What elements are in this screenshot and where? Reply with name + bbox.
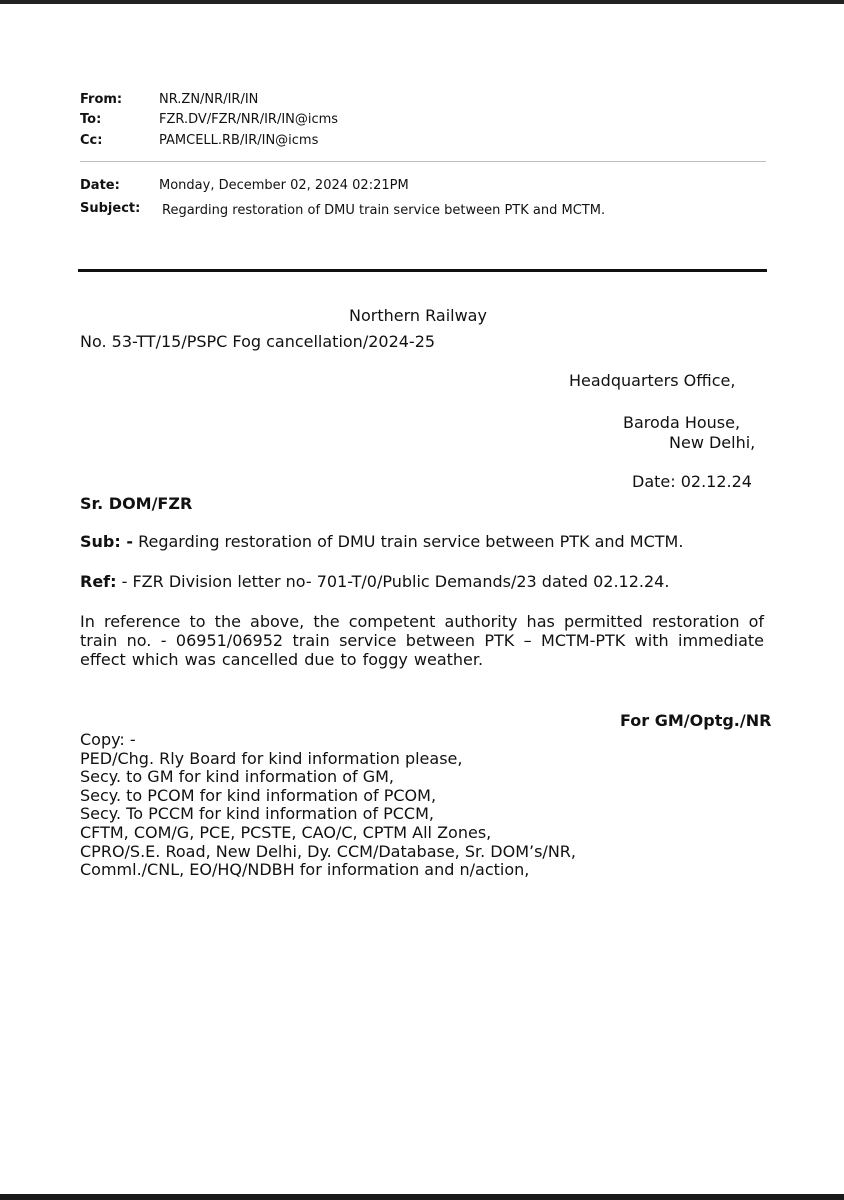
address-line-2: New Delhi, — [669, 433, 756, 452]
addressee: Sr. DOM/FZR — [80, 494, 193, 513]
section-divider — [78, 269, 767, 272]
letter-date: Date: 02.12.24 — [632, 472, 752, 491]
organization-name: Northern Railway — [349, 306, 487, 325]
top-border — [0, 0, 844, 4]
reference-number: No. 53-TT/15/PSPC Fog cancellation/2024-25 — [80, 332, 436, 351]
copy-line: CPRO/S.E. Road, New Delhi, Dy. CCM/Database, Sr. DOM’s/NR, — [80, 841, 576, 861]
subject-line — [80, 532, 683, 552]
copy-line: PED/Chg. Rly Board for kind information please, — [80, 748, 463, 768]
copy-line: Comml./CNL, EO/HQ/NDBH for information and n/action, — [80, 860, 530, 880]
subject-label: Subject: — [80, 201, 141, 216]
signature: For GM/Optg./NR — [620, 711, 772, 730]
copy-heading: Copy: - — [80, 730, 136, 749]
date-value: Monday, December 02, 2024 02:21PM — [159, 178, 409, 193]
body-paragraph: In reference to the above, the competent authority has permitted restoration of train no. - 06951/06952 train service between PTK – MCTM-PTK with immediate effect which was cancelled due to foggy weather. — [80, 612, 764, 669]
copy-list — [80, 731, 576, 880]
header-divider — [80, 161, 766, 162]
ref-text: - FZR Division letter no- 701-T/0/Public Demands/23 dated 02.12.24. — [116, 572, 670, 591]
sub-text: Regarding restoration of DMU train service between PTK and MCTM. — [132, 532, 684, 551]
cc-label: Cc: — [80, 133, 103, 148]
address-line-1: Baroda House, — [623, 413, 741, 432]
from-value: NR.ZN/NR/IR/IN — [159, 92, 259, 107]
copy-line: CFTM, COM/G, PCE, PCSTE, CAO/C, CPTM All Zones, — [80, 822, 492, 842]
bottom-border — [0, 1194, 844, 1200]
cc-value: PAMCELL.RB/IR/IN@icms — [159, 133, 319, 148]
copy-line: Secy. To PCCM for kind information of PCCM, — [80, 804, 434, 824]
to-label: To: — [80, 112, 102, 127]
reference-line — [80, 572, 669, 592]
copy-line: Secy. to GM for kind information of GM, — [80, 767, 394, 787]
from-label: From: — [80, 92, 123, 107]
ref-label: Ref: — [80, 572, 117, 591]
to-value: FZR.DV/FZR/NR/IR/IN@icms — [159, 112, 339, 127]
copy-line: Secy. to PCOM for kind information of PCOM, — [80, 785, 437, 805]
office-name: Headquarters Office, — [569, 371, 736, 390]
sub-label: Sub: - — [80, 532, 133, 551]
date-label: Date: — [80, 178, 120, 193]
subject-value: Regarding restoration of DMU train service between PTK and MCTM. — [162, 203, 606, 218]
